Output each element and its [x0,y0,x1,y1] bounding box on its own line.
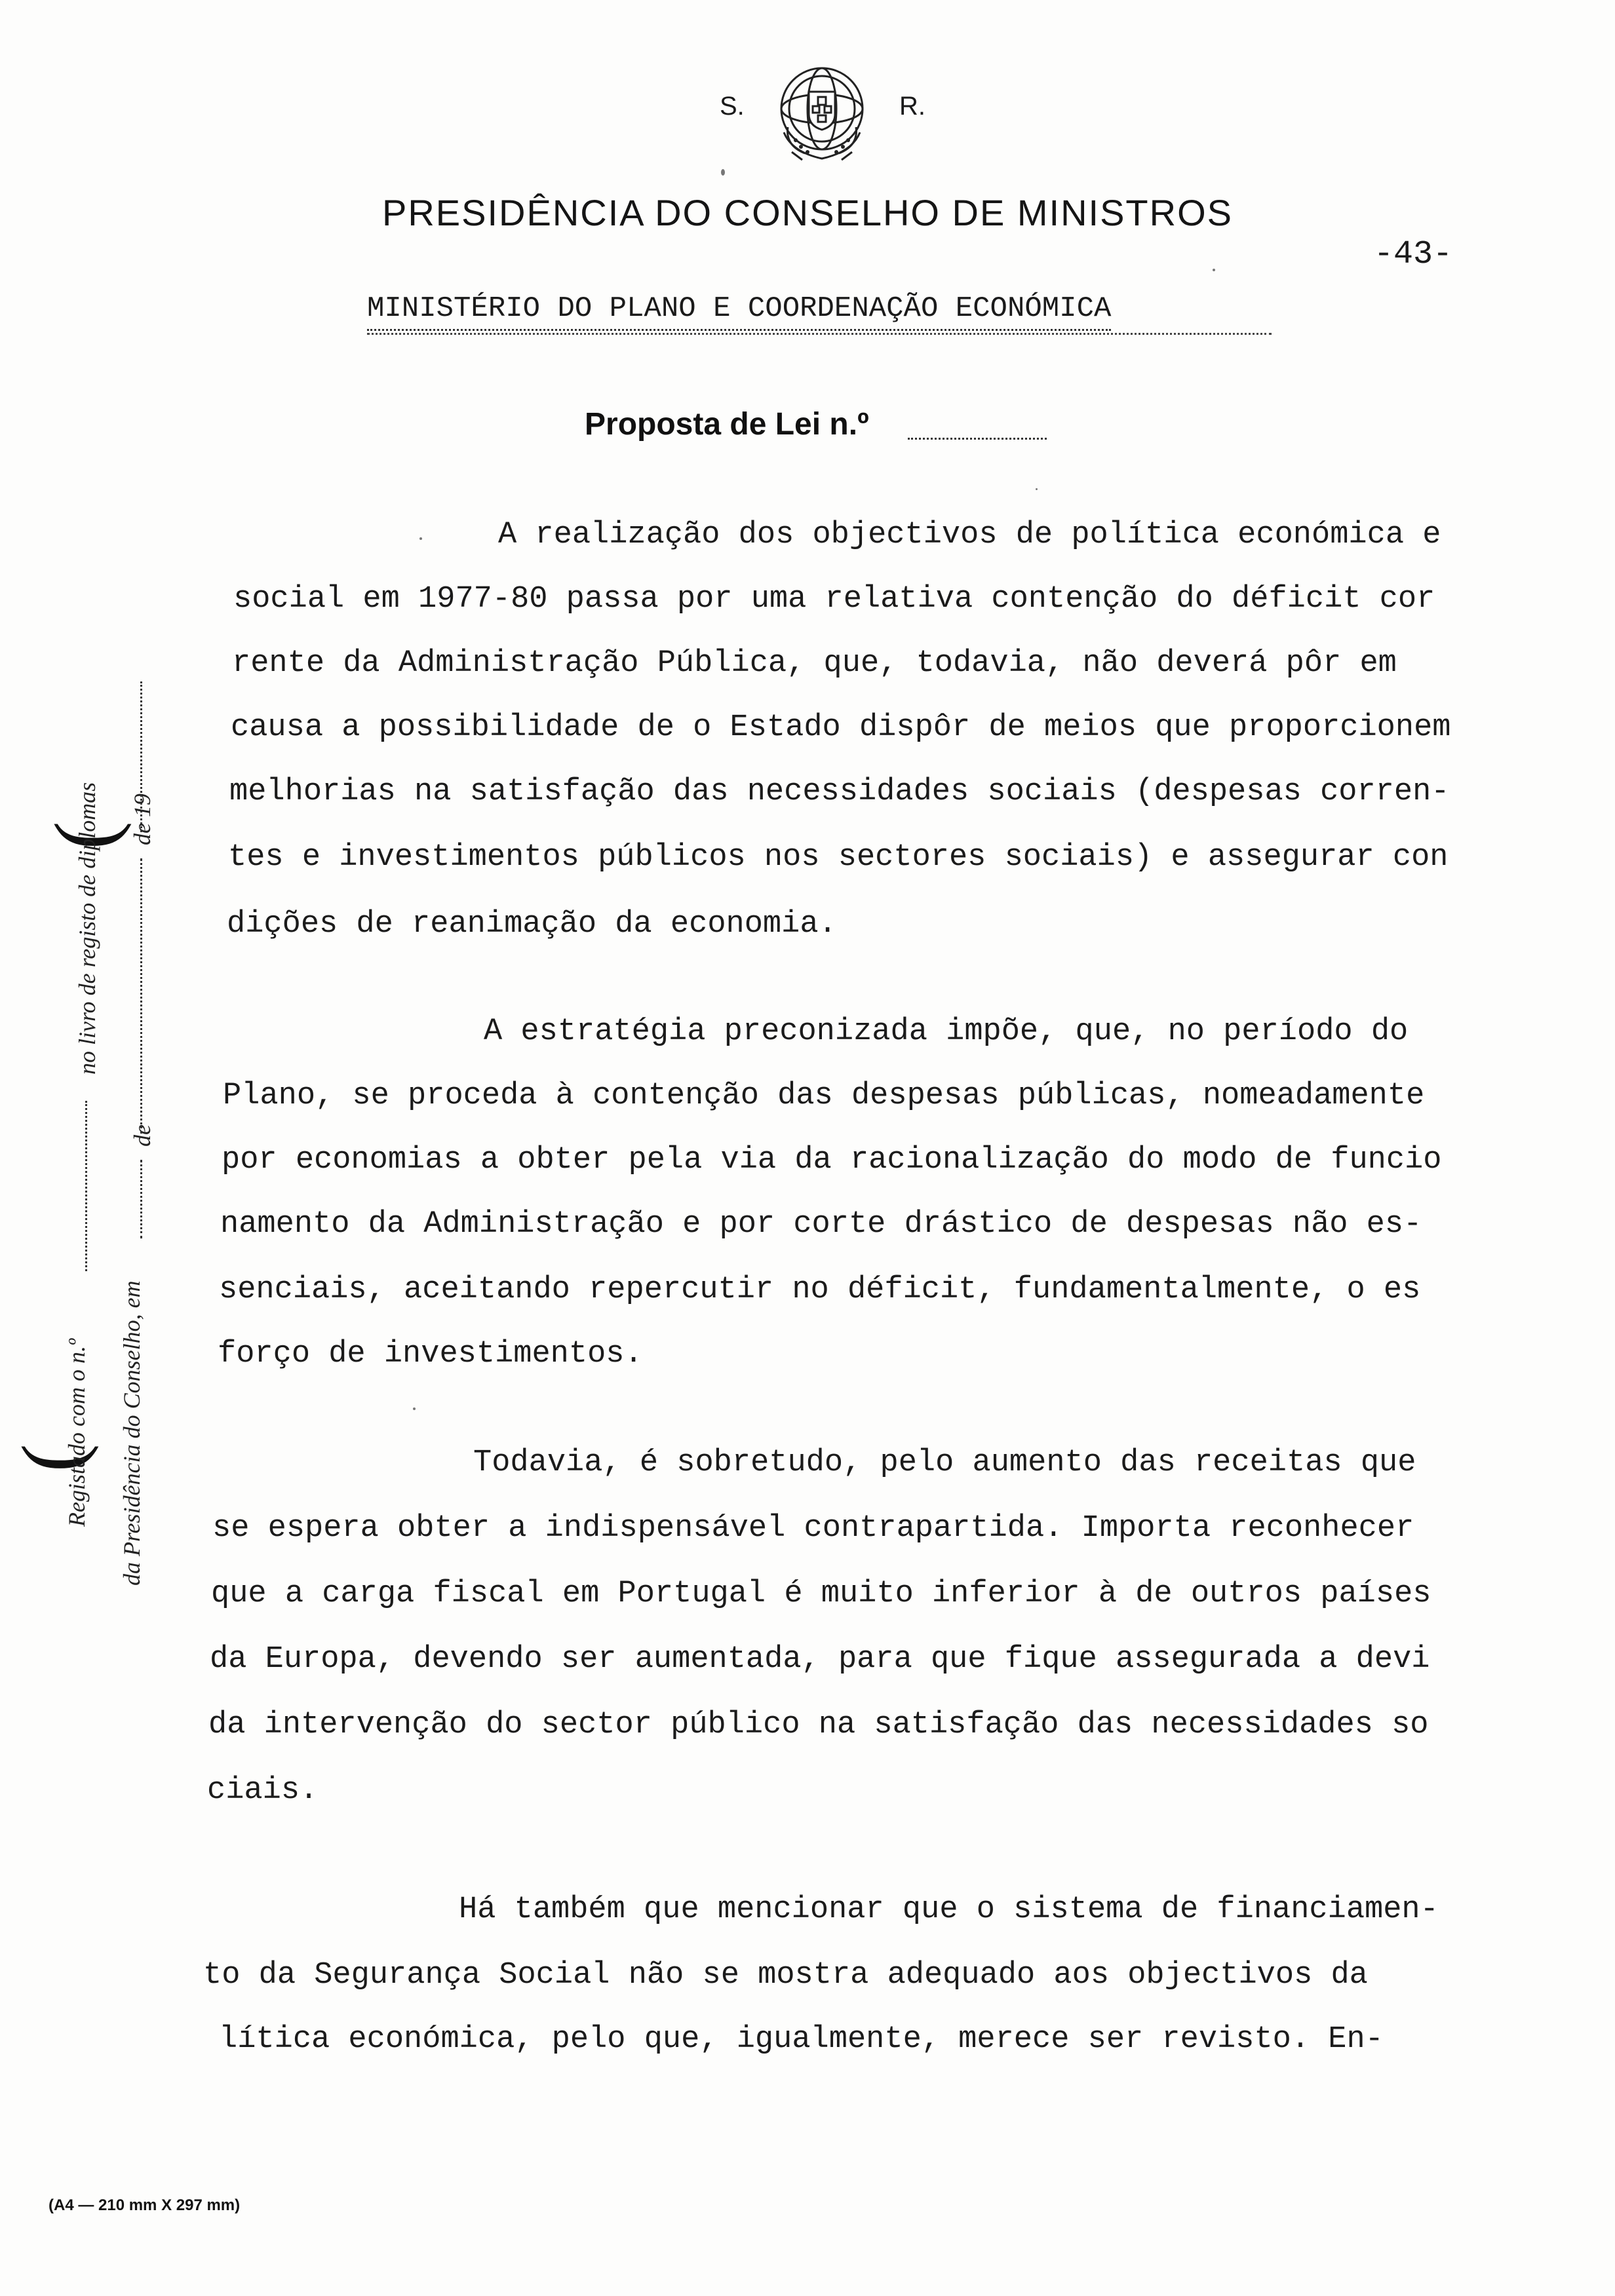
text-line: A estratégia preconizada impõe, que, no período do [484,1014,1409,1049]
margin-dotted-field [140,681,142,832]
margin-dotted-field [85,1101,87,1271]
text-line: melhorias na satisfação das necessidades sociais (despesas corren- [229,775,1450,809]
text-line: forço de investimentos. [218,1337,643,1371]
text-line: lítica económica, pelo que, igualmente, merece ser revisto. En- [219,2022,1384,2057]
margin-presidencia-label: da Presidência do Conselho, em [119,1280,145,1586]
margin-de19-label: de 19 [129,794,155,845]
text-line: ciais. [207,1773,319,1808]
page-number: -43- [1374,236,1453,273]
text-line: da Europa, devendo ser aumentada, para que fique assegurada a devi [210,1642,1430,1677]
text-line: A realização dos objectivos de política económica e [498,518,1441,552]
ministerio-title: MINISTÉRIO DO PLANO E COORDENAÇÃO ECONÓMICA [367,292,1111,331]
ink-speck [721,169,725,176]
portuguese-coat-of-arms-icon [766,54,878,166]
paper-size-note: (A4 — 210 mm X 297 mm) [49,2196,241,2214]
header-s-letter: S. [720,92,745,121]
text-line: Há também que mencionar que o sistema de financiamen- [459,1892,1439,1927]
margin-brace-bottom: ( [5,1444,100,1472]
margin-brace-top: ( [37,821,132,850]
text-line: Todavia, é sobretudo, pelo aumento das receitas que [473,1445,1416,1480]
ink-speck [1213,269,1215,271]
text-line: tes e investimentos públicos nos sectores sociais) e assegurar con [228,840,1449,875]
text-line: rente da Administração Pública, que, todavia, não deverá pôr em [232,646,1397,681]
header-r-letter: R. [899,92,925,121]
text-line: dições de reanimação da economia. [227,907,837,942]
presidencia-title: PRESIDÊNCIA DO CONSELHO DE MINISTROS [382,192,1233,233]
text-line: Plano, se proceda à contenção das despesas públicas, nomeadamente [223,1079,1425,1113]
proposta-title: Proposta de Lei n.º [585,407,869,442]
text-line: social em 1977-80 passa por uma relativa contenção do déficit cor [233,582,1435,617]
ink-speck [413,1407,416,1410]
proposta-dotted-field [908,438,1047,440]
text-line: namento da Administração e por corte drástico de despesas não es- [220,1207,1422,1242]
margin-dotted-field [140,858,142,1134]
margin-livro-label: no livro de registo de diplomas [74,782,100,1075]
text-line: que a carga fiscal em Portugal é muito inferior à de outros países [211,1577,1431,1611]
margin-registado-label: Registado com o n.º [64,1338,90,1527]
text-line: da intervenção do sector público na satisfação das necessidades so [208,1708,1429,1742]
ink-speck [419,537,422,540]
text-line: causa a possibilidade de o Estado dispôr de meios que proporcionem [231,710,1451,745]
text-line: to da Segurança Social não se mostra adequado aos objectivos da [203,1958,1368,1993]
margin-dotted-field [140,1160,142,1238]
margin-de-label: de [129,1124,155,1147]
ink-speck [1036,488,1038,490]
text-line: se espera obter a indispensável contrapartida. Importa reconhecer [212,1511,1414,1546]
text-line: por economias a obter pela via da racionalização do modo de funcio [222,1143,1442,1177]
text-line: senciais, aceitando repercutir no déficit, fundamentalmente, o es [219,1272,1421,1307]
ministerio-dotted-line [367,333,1272,335]
